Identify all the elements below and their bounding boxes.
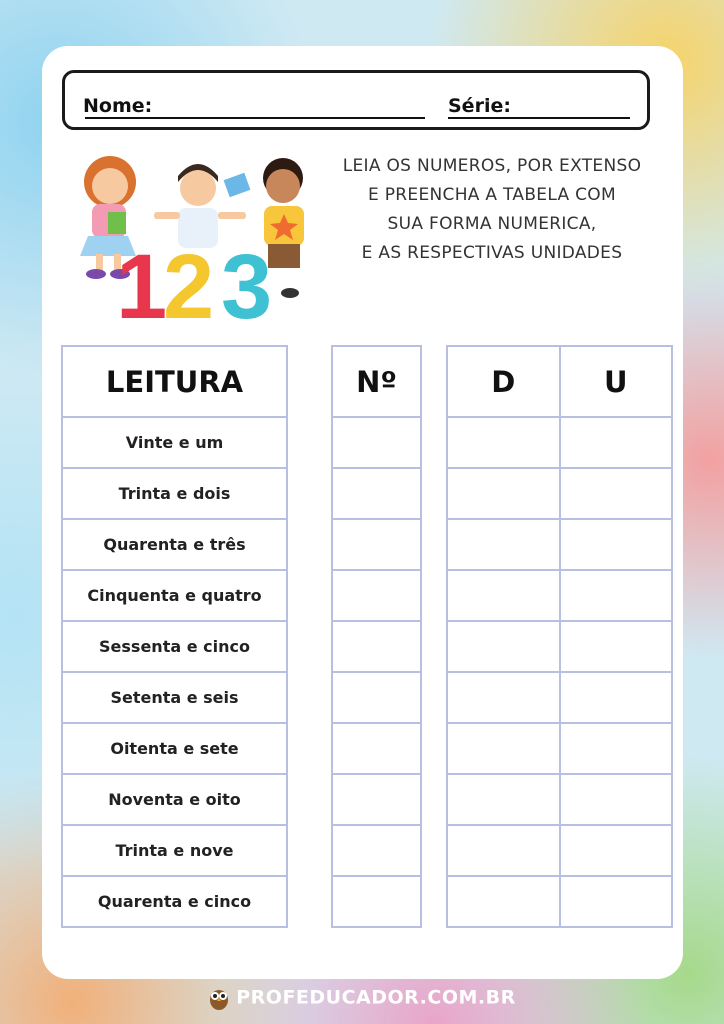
tens-answer-cell[interactable] [447, 672, 560, 723]
tens-answer-cell[interactable] [447, 570, 560, 621]
number-answer-cell[interactable] [332, 519, 421, 570]
units-answer-cell[interactable] [560, 876, 673, 927]
units-header: U [560, 346, 673, 417]
reading-cell: Oitenta e sete [62, 723, 287, 774]
instruction-line: LEIA OS NUMEROS, POR EXTENSO [342, 156, 642, 176]
name-label: Nome: [83, 95, 153, 117]
digit-one: 1 [116, 236, 168, 330]
reading-cell: Noventa e oito [62, 774, 287, 825]
tens-answer-cell[interactable] [447, 825, 560, 876]
number-answer-cell[interactable] [332, 672, 421, 723]
tens-units-table [446, 345, 673, 928]
tens-answer-cell[interactable] [447, 774, 560, 825]
units-answer-cell[interactable] [560, 672, 673, 723]
instruction-line: SUA FORMA NUMERICA, [387, 214, 597, 234]
instructions-text [318, 152, 666, 268]
number-answer-cell[interactable] [332, 468, 421, 519]
reading-cell: Quarenta e três [62, 519, 287, 570]
units-answer-cell[interactable] [560, 621, 673, 672]
units-answer-cell[interactable] [560, 417, 673, 468]
number-answer-cell[interactable] [332, 825, 421, 876]
name-line[interactable] [85, 117, 425, 119]
number-header: Nº [332, 346, 421, 417]
units-answer-cell[interactable] [560, 570, 673, 621]
number-table [331, 345, 422, 928]
units-answer-cell[interactable] [560, 774, 673, 825]
reading-table [61, 345, 288, 928]
number-answer-cell[interactable] [332, 417, 421, 468]
digit-two: 2 [163, 236, 215, 330]
number-answer-cell[interactable] [332, 570, 421, 621]
owl-icon [208, 986, 230, 1010]
number-answer-cell[interactable] [332, 876, 421, 927]
number-answer-cell[interactable] [332, 774, 421, 825]
kids-123-illustration [58, 150, 320, 330]
reading-cell: Sessenta e cinco [62, 621, 287, 672]
units-answer-cell[interactable] [560, 519, 673, 570]
reading-cell: Trinta e nove [62, 825, 287, 876]
tens-header: D [447, 346, 560, 417]
tens-answer-cell[interactable] [447, 468, 560, 519]
units-answer-cell[interactable] [560, 825, 673, 876]
grade-line[interactable] [448, 117, 630, 119]
instruction-line: E PREENCHA A TABELA COM [368, 185, 616, 205]
units-answer-cell[interactable] [560, 468, 673, 519]
instruction-line: E AS RESPECTIVAS UNIDADES [361, 243, 623, 263]
grade-label: Série: [448, 95, 511, 117]
tens-answer-cell[interactable] [447, 519, 560, 570]
tens-answer-cell[interactable] [447, 621, 560, 672]
reading-cell: Setenta e seis [62, 672, 287, 723]
number-answer-cell[interactable] [332, 621, 421, 672]
tens-answer-cell[interactable] [447, 723, 560, 774]
tens-answer-cell[interactable] [447, 876, 560, 927]
tens-answer-cell[interactable] [447, 417, 560, 468]
student-info-box [62, 70, 650, 130]
units-answer-cell[interactable] [560, 723, 673, 774]
reading-cell: Quarenta e cinco [62, 876, 287, 927]
digit-three: 3 [221, 236, 273, 330]
reading-cell: Trinta e dois [62, 468, 287, 519]
reading-header: LEITURA [62, 346, 287, 417]
site-url[interactable]: PROFEDUCADOR.COM.BR [236, 986, 516, 1009]
footer [0, 986, 724, 1010]
reading-cell: Cinquenta e quatro [62, 570, 287, 621]
number-answer-cell[interactable] [332, 723, 421, 774]
reading-cell: Vinte e um [62, 417, 287, 468]
